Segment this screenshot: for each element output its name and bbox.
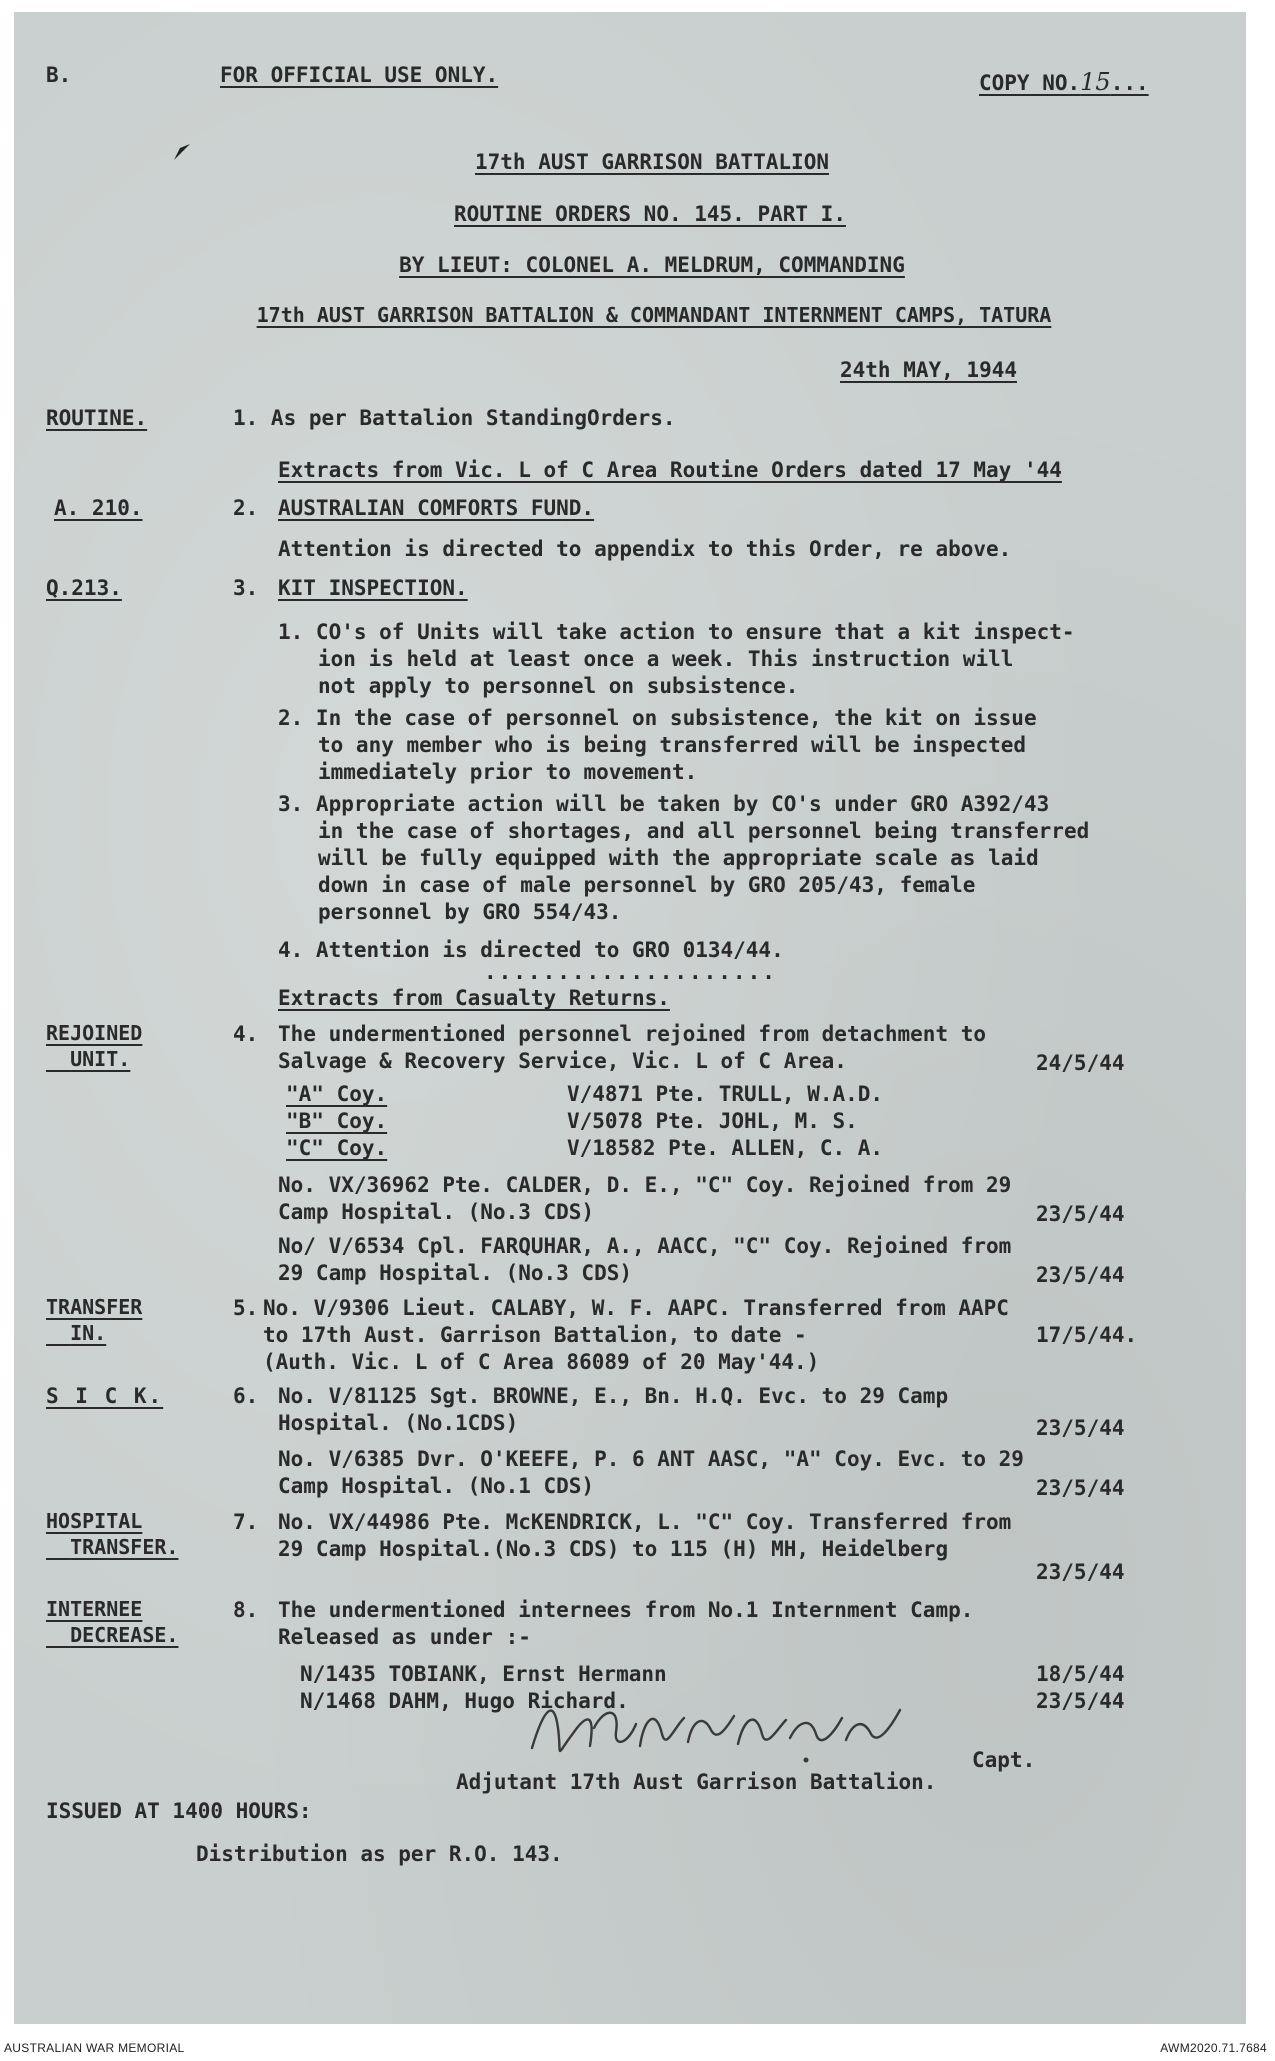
hospital-label bbox=[46, 1508, 178, 1560]
routine-label: ROUTINE. bbox=[46, 406, 148, 430]
kit-para1-line2: ion is held at least once a week. This instruction will bbox=[318, 647, 1014, 671]
transfer-line2: to 17th Aust. Garrison Battalion, to date - bbox=[263, 1323, 807, 1347]
dotted-separator: .................... bbox=[484, 960, 777, 984]
document-page bbox=[14, 12, 1246, 2024]
calder-line2: Camp Hospital. (No.3 CDS) bbox=[278, 1200, 595, 1224]
internee-name2: N/1468 DAHM, Hugo Richard. bbox=[300, 1689, 629, 1713]
unit-full-text: 17th AUST GARRISON BATTALION & COMMANDANT INTERNMENT CAMPS, TATURA bbox=[256, 303, 1052, 327]
internee-date1: 18/5/44 bbox=[1036, 1662, 1125, 1686]
signatory-rank: Capt. bbox=[972, 1748, 1036, 1772]
kit-para3-line3: will be fully equipped with the appropriate scale as laid bbox=[318, 846, 1039, 870]
hospital-label-l1: HOSPITAL bbox=[46, 1509, 143, 1533]
coy-a-label: "A" Coy. bbox=[286, 1082, 388, 1106]
document-ref: B. bbox=[46, 63, 72, 87]
rejoined-label-l1: REJOINED bbox=[46, 1021, 143, 1045]
internee-line1: The undermentioned internees from No.1 Internment Camp. bbox=[278, 1598, 974, 1622]
q213-label: Q.213. bbox=[46, 576, 122, 600]
internee-line2: Released as under :- bbox=[278, 1625, 531, 1649]
internee-num: 8. bbox=[233, 1598, 259, 1622]
coy-b-label: "B" Coy. bbox=[286, 1109, 388, 1133]
a210-num: 2. bbox=[233, 496, 259, 520]
routine-text: 1. As per Battalion StandingOrders. bbox=[233, 406, 676, 430]
sick-line4: Camp Hospital. (No.1 CDS) bbox=[278, 1474, 595, 1498]
q213-heading: KIT INSPECTION. bbox=[278, 576, 468, 600]
a210-heading: AUSTRALIAN COMFORTS FUND. bbox=[278, 496, 595, 520]
kit-para2-line3: immediately prior to movement. bbox=[318, 760, 698, 784]
kit-para4: 4. Attention is directed to GRO 0134/44. bbox=[278, 938, 784, 962]
transfer-line3: (Auth. Vic. L of C Area 86089 of 20 May'44.) bbox=[263, 1350, 820, 1374]
coy-a-member: V/4871 Pte. TRULL, W.A.D. bbox=[567, 1082, 884, 1106]
copy-number-line bbox=[979, 70, 1149, 94]
calder-line1: No. VX/36962 Pte. CALDER, D. E., "C" Coy. Rejoined from 29 bbox=[278, 1173, 1012, 1197]
sick-num: 6. bbox=[233, 1384, 259, 1408]
hospital-date: 23/5/44 bbox=[1036, 1560, 1125, 1584]
internee-label bbox=[46, 1596, 178, 1648]
rejoined-line2: Salvage & Recovery Service, Vic. L of C Area. bbox=[278, 1049, 847, 1073]
kit-para2-line1: 2. In the case of personnel on subsistence, the kit on issue bbox=[278, 706, 1037, 730]
transfer-date: 17/5/44. bbox=[1036, 1323, 1138, 1347]
transfer-line1: No. V/9306 Lieut. CALABY, W. F. AAPC. Transferred from AAPC bbox=[263, 1296, 1009, 1320]
commanding-line bbox=[14, 255, 1268, 276]
internee-date2: 23/5/44 bbox=[1036, 1689, 1125, 1713]
internee-name1: N/1435 TOBIANK, Ernst Hermann bbox=[300, 1662, 667, 1686]
sick-date2: 23/5/44 bbox=[1036, 1476, 1125, 1500]
kit-para3-line1: 3. Appropriate action will be taken by CO's under GRO A392/43 bbox=[278, 792, 1050, 816]
copy-suffix: ... bbox=[1110, 71, 1149, 95]
rejoined-date: 24/5/44 bbox=[1036, 1051, 1125, 1075]
unit-title-text: 17th AUST GARRISON BATTALION bbox=[474, 150, 829, 174]
transfer-num: 5. bbox=[233, 1296, 259, 1320]
q213-num: 3. bbox=[233, 576, 259, 600]
order-date: 24th MAY, 1944 bbox=[840, 358, 1018, 382]
hospital-line1: No. VX/44986 Pte. McKENDRICK, L. "C" Coy. Transferred from bbox=[278, 1510, 1012, 1534]
archive-reference: AWM2020.71.7684 bbox=[1160, 2041, 1267, 2055]
hospital-num: 7. bbox=[233, 1510, 259, 1534]
internee-label-l1: INTERNEE bbox=[46, 1597, 143, 1621]
sick-line2: Hospital. (No.1CDS) bbox=[278, 1411, 519, 1435]
casualty-heading: Extracts from Casualty Returns. bbox=[278, 986, 670, 1010]
extracts-heading: Extracts from Vic. L of C Area Routine Orders dated 17 May '44 bbox=[278, 458, 1062, 482]
farquhar-date: 23/5/44 bbox=[1036, 1263, 1125, 1287]
rejoined-num: 4. bbox=[233, 1022, 259, 1046]
transfer-label-l1: TRANSFER bbox=[46, 1295, 143, 1319]
internee-label-l2: DECREASE. bbox=[70, 1623, 179, 1647]
farquhar-line1: No/ V/6534 Cpl. FARQUHAR, A., AACC, "C" Coy. Rejoined from bbox=[278, 1234, 1012, 1258]
sick-label: S I C K. bbox=[46, 1384, 164, 1408]
archive-credit: AUSTRALIAN WAR MEMORIAL bbox=[4, 2041, 185, 2055]
sick-date1: 23/5/44 bbox=[1036, 1416, 1125, 1440]
orders-title bbox=[14, 204, 1266, 225]
kit-para1-line3: not apply to personnel on subsistence. bbox=[318, 674, 799, 698]
kit-para1-line1: 1. CO's of Units will take action to ensure that a kit inspect- bbox=[278, 620, 1075, 644]
a210-label: A. 210. bbox=[54, 496, 143, 520]
signatory-role: Adjutant 17th Aust Garrison Battalion. bbox=[456, 1770, 937, 1794]
copy-number: 15 bbox=[1080, 68, 1111, 96]
farquhar-line2: 29 Camp Hospital. (No.3 CDS) bbox=[278, 1261, 633, 1285]
kit-para3-line5: personnel by GRO 554/43. bbox=[318, 900, 622, 924]
unit-title bbox=[14, 152, 1268, 173]
sick-line3: No. V/6385 Dvr. O'KEEFE, P. 6 ANT AASC, "A" Coy. Evc. to 29 bbox=[278, 1447, 1024, 1471]
copy-label: COPY NO. bbox=[979, 71, 1081, 95]
distribution-note: Distribution as per R.O. 143. bbox=[196, 1842, 563, 1866]
signature-scribble bbox=[524, 1688, 944, 1768]
kit-para2-line2: to any member who is being transferred will be inspected bbox=[318, 733, 1027, 757]
transfer-label bbox=[46, 1294, 142, 1346]
hospital-line2: 29 Camp Hospital.(No.3 CDS) to 115 (H) MH, Heidelberg bbox=[278, 1537, 949, 1561]
a210-text: Attention is directed to appendix to this Order, re above. bbox=[278, 537, 1012, 561]
rejoined-label-l2: UNIT. bbox=[70, 1047, 131, 1071]
rejoined-label bbox=[46, 1020, 142, 1072]
hospital-label-l2: TRANSFER. bbox=[70, 1535, 179, 1559]
rejoined-line1: The undermentioned personnel rejoined from detachment to bbox=[278, 1022, 987, 1046]
coy-c-member: V/18582 Pte. ALLEN, C. A. bbox=[567, 1136, 884, 1160]
unit-full-line bbox=[14, 305, 1270, 325]
transfer-label-l2: IN. bbox=[70, 1321, 107, 1345]
classification-label: FOR OFFICIAL USE ONLY. bbox=[220, 63, 499, 87]
coy-c-label: "C" Coy. bbox=[286, 1136, 388, 1160]
sick-line1: No. V/81125 Sgt. BROWNE, E., Bn. H.Q. Evc. to 29 Camp bbox=[278, 1384, 949, 1408]
commanding-text: BY LIEUT: COLONEL A. MELDRUM, COMMANDING bbox=[399, 253, 905, 277]
calder-date: 23/5/44 bbox=[1036, 1202, 1125, 1226]
orders-title-text: ROUTINE ORDERS NO. 145. PART I. bbox=[454, 202, 846, 226]
kit-para3-line2: in the case of shortages, and all personnel being transferred bbox=[318, 819, 1090, 843]
kit-para3-line4: down in case of male personnel by GRO 205/43, female bbox=[318, 873, 976, 897]
issued-time: ISSUED AT 1400 HOURS: bbox=[46, 1799, 312, 1823]
coy-b-member: V/5078 Pte. JOHL, M. S. bbox=[567, 1109, 858, 1133]
